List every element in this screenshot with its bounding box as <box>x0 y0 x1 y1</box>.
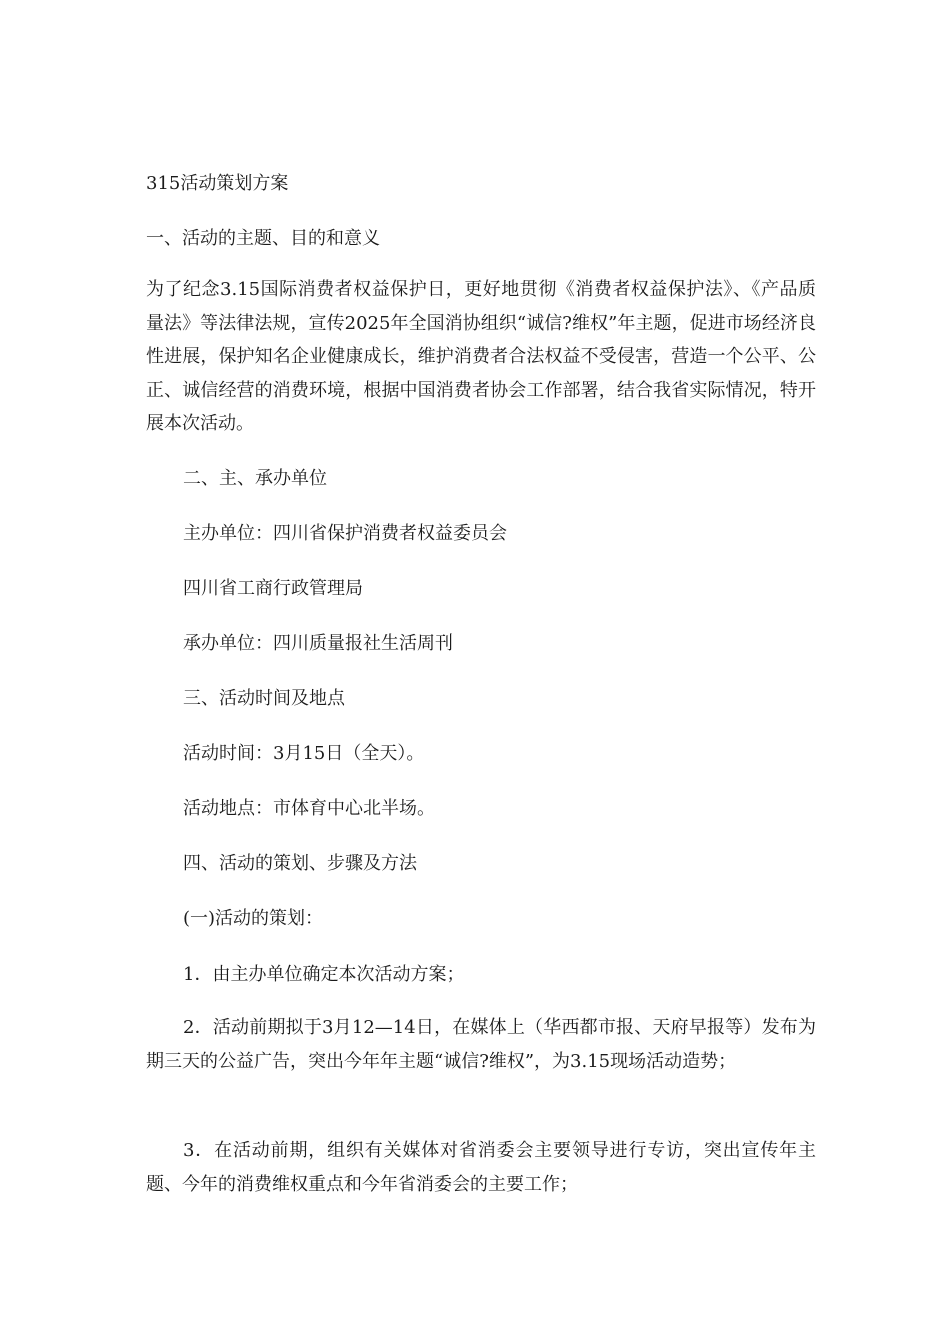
list-item-2: 2．活动前期拟于3月12—14日，在媒体上（华西都市报、天府早报等）发布为期三天的公益广告，突出今年年主题“诚信?维权”，为3.15现场活动造势； <box>146 1017 816 1072</box>
list-item-3: 3．在活动前期，组织有关媒体对省消委会主要领导进行专访，突出宣传年主题、今年的消费维权重点和今年省消委会的主要工作； <box>146 1140 816 1195</box>
section-4-heading: 四、活动的策划、步骤及方法 <box>183 853 417 874</box>
section-1-heading: 一、活动的主题、目的和意义 <box>146 228 380 249</box>
list-item-1: 1．由主办单位确定本次活动方案； <box>183 964 465 985</box>
section-1-body: 为了纪念3.15国际消费者权益保护日，更好地贯彻《消费者权益保护法》、《产品质量法》等法律法规，宣传2025年全国消协组织“诚信?维权”年主题，促进市场经济良性进展，保护知名企业健康成长，维护消费者合法权益不受侵害，营造一个公平、公正、诚信经营的消费环境，根据中国消费者协会工作部署，结合我省实际情况，特开展本次活动。 <box>146 279 816 434</box>
document-title: 315活动策划方案 <box>146 173 289 194</box>
event-place: 活动地点：市体育中心北半场。 <box>183 798 435 819</box>
subsection-1-heading: (一)活动的策划： <box>183 908 324 929</box>
organizer-line: 主办单位：四川省保护消费者权益委员会 <box>183 523 507 544</box>
co-organizer-line: 承办单位：四川质量报社生活周刊 <box>183 633 453 654</box>
section-3-heading: 三、活动时间及地点 <box>183 688 345 709</box>
organizer-line-2: 四川省工商行政管理局 <box>183 578 363 599</box>
section-2-heading: 二、主、承办单位 <box>183 468 327 489</box>
event-time: 活动时间：3月15日（全天）。 <box>183 743 425 764</box>
